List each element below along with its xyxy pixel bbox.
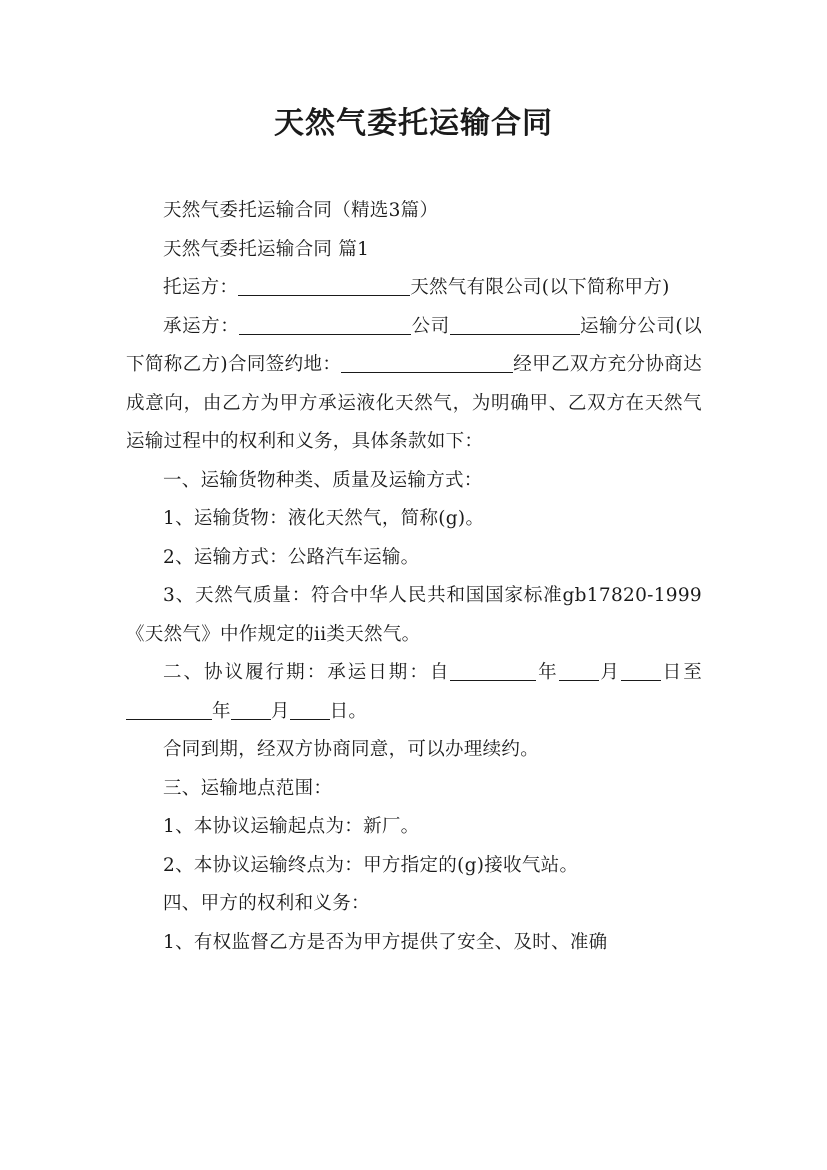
paragraph-clause-2	[126, 654, 702, 731]
period-label: 二、协议履行期：承运日期：自	[163, 662, 451, 683]
carrier-label: 承运方：	[163, 315, 240, 337]
fill-blank-day-start	[621, 662, 661, 682]
carrier-branch: 运输分公司(以下简称乙方)合同签约地：	[126, 315, 702, 375]
paragraph-item: 1、本协议运输起点为：新厂。	[163, 816, 420, 837]
paragraph-section-heading: 天然气委托运输合同 篇1	[163, 238, 370, 260]
paragraph-clause-1: 一、运输货物种类、质量及运输方式：	[163, 469, 483, 491]
fill-blank-year-end	[126, 700, 212, 720]
paragraph-clause-3: 三、运输地点范围：	[163, 777, 333, 799]
day-end-label: 日。	[329, 700, 368, 722]
year-label: 年	[212, 700, 231, 722]
paragraph-item: 1、有权监督乙方是否为甲方提供了安全、及时、准确	[163, 931, 608, 953]
fill-blank-day-end	[290, 700, 330, 720]
fill-blank-month-end	[231, 700, 271, 720]
month-label: 月	[270, 700, 290, 722]
fill-blank-carrier	[239, 315, 411, 335]
fill-blank-signing-place	[341, 354, 513, 374]
month-label: 月	[598, 662, 621, 683]
fill-blank-month-start	[559, 662, 599, 682]
document-title: 天然气委托运输合同	[274, 106, 553, 141]
year-label: 年	[536, 662, 559, 683]
paragraph-renewal: 合同到期，经双方协商同意，可以办理续约。	[163, 739, 540, 760]
carrier-terms: 经甲乙双方充分协商达成意向，由乙方为甲方承运液化天然气，为明确甲、乙双方在天然气运输过程中的权利和义务，具体条款如下：	[126, 354, 702, 452]
consignor-label: 托运方：	[163, 277, 239, 298]
paragraph-consignor	[126, 269, 702, 308]
carrier-company: 公司	[411, 315, 450, 337]
day-to-label: 日至	[660, 662, 702, 683]
consignor-text: 天然气有限公司(以下简称甲方)	[410, 277, 670, 298]
paragraph-clause-4: 四、甲方的权利和义务：	[163, 893, 370, 914]
paragraph-item: 3、天然气质量：符合中华人民共和国国家标准gb17820-1999《天然气》中作规定的ii类天然气。	[126, 585, 702, 645]
fill-blank-year-start	[450, 662, 536, 682]
paragraph-item: 1、运输货物：液化天然气，简称(g)。	[163, 508, 485, 529]
paragraph-item: 2、本协议运输终点为：甲方指定的(g)接收气站。	[163, 854, 579, 876]
paragraph-carrier	[126, 308, 702, 462]
document-body	[126, 192, 702, 962]
fill-blank-consignor	[238, 277, 410, 297]
paragraph-subtitle: 天然气委托运输合同（精选3篇）	[163, 200, 439, 221]
paragraph-item: 2、运输方式：公路汽车运输。	[163, 546, 420, 568]
fill-blank-branch	[450, 315, 580, 335]
